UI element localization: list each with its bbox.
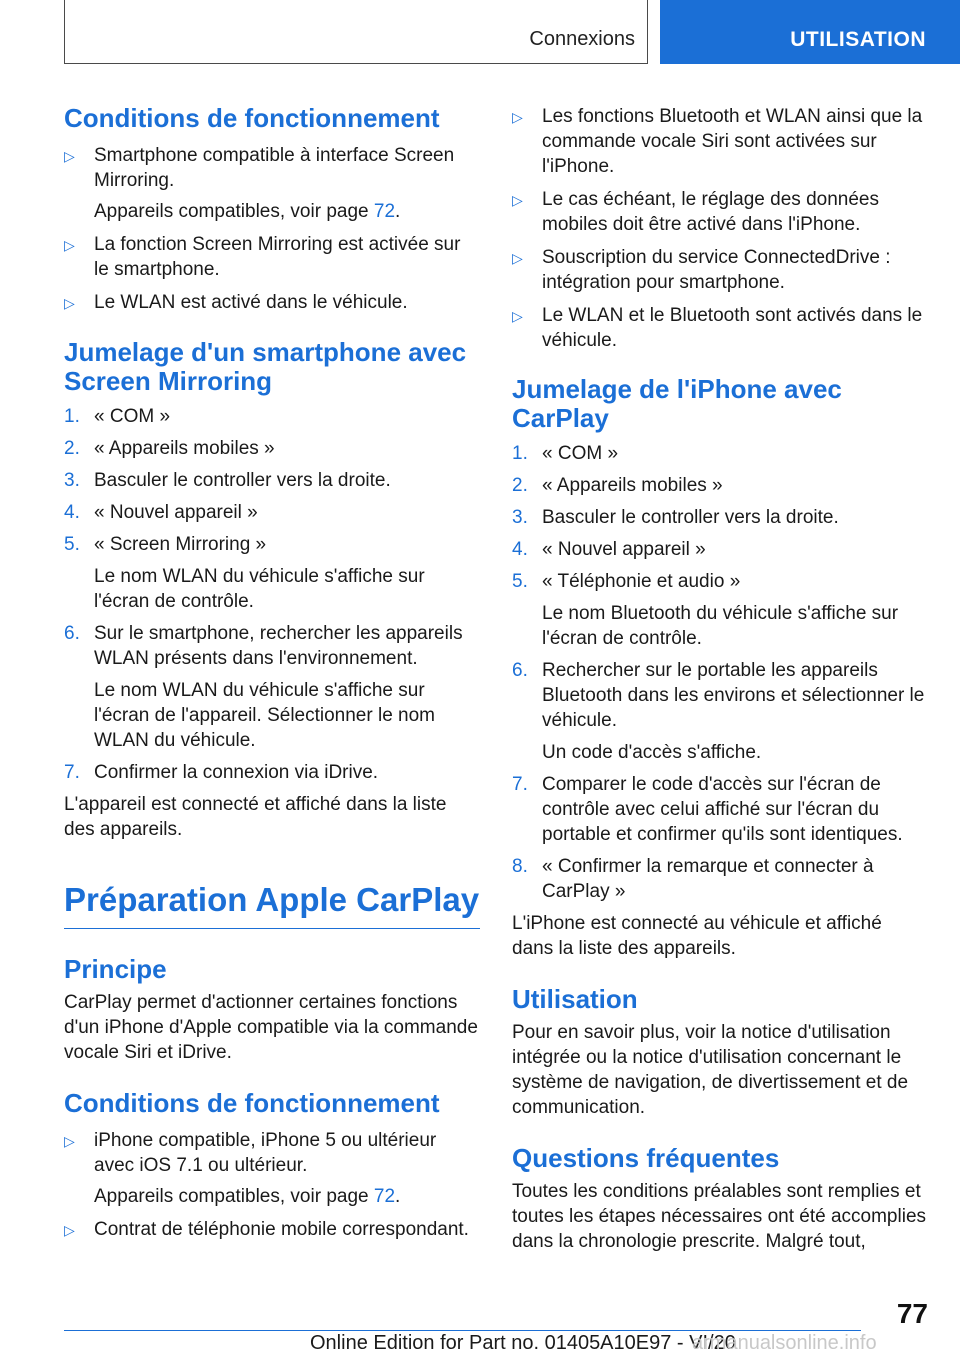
triangle-bullet-icon: ▷ [512, 308, 523, 324]
step-item: 2. « Appareils mobiles » [512, 475, 723, 496]
triangle-bullet-icon: ▷ [64, 1133, 75, 1149]
heading-pairing-screen-mirroring: Jumelage d'un smartphone avec Screen Mirroring [64, 337, 467, 396]
pairing-result-text: L'appareil est connecté et affiché dans la liste des appareils. [64, 794, 447, 840]
heading-faq: Questions fréquentes [512, 1143, 780, 1173]
bullet-item [512, 104, 928, 179]
heading-usage: Utilisation [512, 984, 638, 1014]
bullet-item [64, 1217, 480, 1243]
step-note: Un code d'accès s'affiche. [542, 742, 762, 763]
page-link-72[interactable]: 72 [373, 201, 396, 222]
bullet-item [512, 303, 928, 353]
step-item: 4. « Nouvel appareil » [64, 502, 258, 523]
step-item: 6. Rechercher sur le portable les appareils Bluetooth dans les environs et sélectionner le véhicule. [512, 660, 925, 731]
step-item: 7. Confirmer la connexion via iDrive. [64, 762, 379, 783]
step-item: 5. « Téléphonie et audio » [512, 571, 741, 592]
bullet-item [64, 143, 480, 193]
step-item: 7. Comparer le code d'accès sur l'écran de contrôle avec celui affiché sur l'écran du portable et confirmer qu'ils sont identiques. [512, 774, 903, 845]
step-item: 1. « COM » [512, 443, 619, 464]
principle-text: CarPlay permet d'actionner certaines fonctions d'un iPhone d'Apple compatible via la commande vocale Siri et iDrive. [64, 992, 478, 1063]
header-chapter-label: UTILISATION [790, 28, 926, 51]
bullet-text: iPhone compatible, iPhone 5 ou ultérieur avec iOS 7.1 ou ultérieur. [94, 1130, 437, 1176]
bullet-text: Le cas échéant, le réglage des données mobiles doit être activé dans l'iPhone. [542, 189, 879, 235]
bullet-text: Le WLAN est activé dans le véhicule. [94, 292, 408, 313]
footer-divider [64, 1330, 861, 1331]
triangle-bullet-icon: ▷ [512, 192, 523, 208]
step-note: Le nom WLAN du véhicule s'affiche sur l'écran de l'appareil. Sélectionner le nom WLAN du véhicule. [94, 680, 436, 751]
bullet-text: Les fonctions Bluetooth et WLAN ainsi que la commande vocale Siri sont activées sur l'iPhone. [542, 106, 923, 177]
right-column [512, 100, 928, 1254]
compatible-devices-note: Appareils compatibles, voir page 72. [94, 201, 401, 222]
bullet-text: Smartphone compatible à interface Screen Mirroring. [94, 145, 455, 191]
heading-pairing-iphone-carplay: Jumelage de l'iPhone avec CarPlay [512, 374, 842, 433]
bullet-item [64, 290, 480, 316]
page-number: 77 [896, 1298, 928, 1329]
step-item: 8. « Confirmer la remarque et connecter à CarPlay » [512, 856, 874, 902]
faq-text: Toutes les conditions préalables sont remplies et toutes les étapes nécessaires ont été accomplies dans la chronologie prescrite. Malgré tout, [512, 1181, 927, 1252]
header-section-title: Connexions [529, 28, 635, 50]
compatible-devices-note: Appareils compatibles, voir page 72. [94, 1186, 401, 1207]
bullet-item [64, 232, 480, 282]
step-item: 3. Basculer le controller vers la droite. [512, 507, 839, 528]
bullet-item [64, 1128, 480, 1178]
step-note: Le nom WLAN du véhicule s'affiche sur l'écran de contrôle. [94, 566, 425, 612]
heading-apple-carplay: Préparation Apple CarPlay [64, 880, 480, 929]
step-item: 5. « Screen Mirroring » [64, 534, 267, 555]
usage-text: Pour en savoir plus, voir la notice d'utilisation intégrée ou la notice d'utilisation concernant le système de navigation, de divertissement et de communication. [512, 1022, 909, 1118]
bullet-text: Contrat de téléphonie mobile correspondant. [94, 1219, 469, 1240]
bullet-item [512, 187, 928, 237]
step-item: 6. Sur le smartphone, rechercher les appareils WLAN présents dans l'environnement. [64, 623, 463, 669]
step-item: 3. Basculer le controller vers la droite. [64, 470, 391, 491]
step-note: Le nom Bluetooth du véhicule s'affiche sur l'écran de contrôle. [542, 603, 899, 649]
triangle-bullet-icon: ▷ [64, 237, 75, 253]
bullet-text: La fonction Screen Mirroring est activée sur le smartphone. [94, 234, 461, 280]
step-item: 1. « COM » [64, 406, 171, 427]
pairing-result-text: L'iPhone est connecté au véhicule et affiché dans la liste des appareils. [512, 913, 882, 959]
bullet-item [512, 245, 928, 295]
triangle-bullet-icon: ▷ [64, 148, 75, 164]
page-link-72[interactable]: 72 [373, 1186, 396, 1207]
header-chapter-tab[interactable] [660, 0, 960, 64]
heading-principle: Principe [64, 954, 167, 984]
triangle-bullet-icon: ▷ [64, 295, 75, 311]
bullet-text: Souscription du service ConnectedDrive : intégration pour smartphone. [542, 247, 891, 293]
step-item: 2. « Appareils mobiles » [64, 438, 275, 459]
bullet-text: Le WLAN et le Bluetooth sont activés dans le véhicule. [542, 305, 923, 351]
edition-note: Online Edition for Part no. 01405A10E97 - VI/20 [310, 1332, 736, 1354]
triangle-bullet-icon: ▷ [512, 109, 523, 125]
heading-conditions-screen-mirroring: Conditions de fonctionnement [64, 103, 440, 133]
step-item: 4. « Nouvel appareil » [512, 539, 706, 560]
triangle-bullet-icon: ▷ [64, 1222, 75, 1238]
heading-conditions-carplay: Conditions de fonctionnement [64, 1088, 440, 1118]
triangle-bullet-icon: ▷ [512, 250, 523, 266]
left-column [64, 100, 480, 1243]
watermark-text: armanualsonline.info [692, 1332, 877, 1354]
